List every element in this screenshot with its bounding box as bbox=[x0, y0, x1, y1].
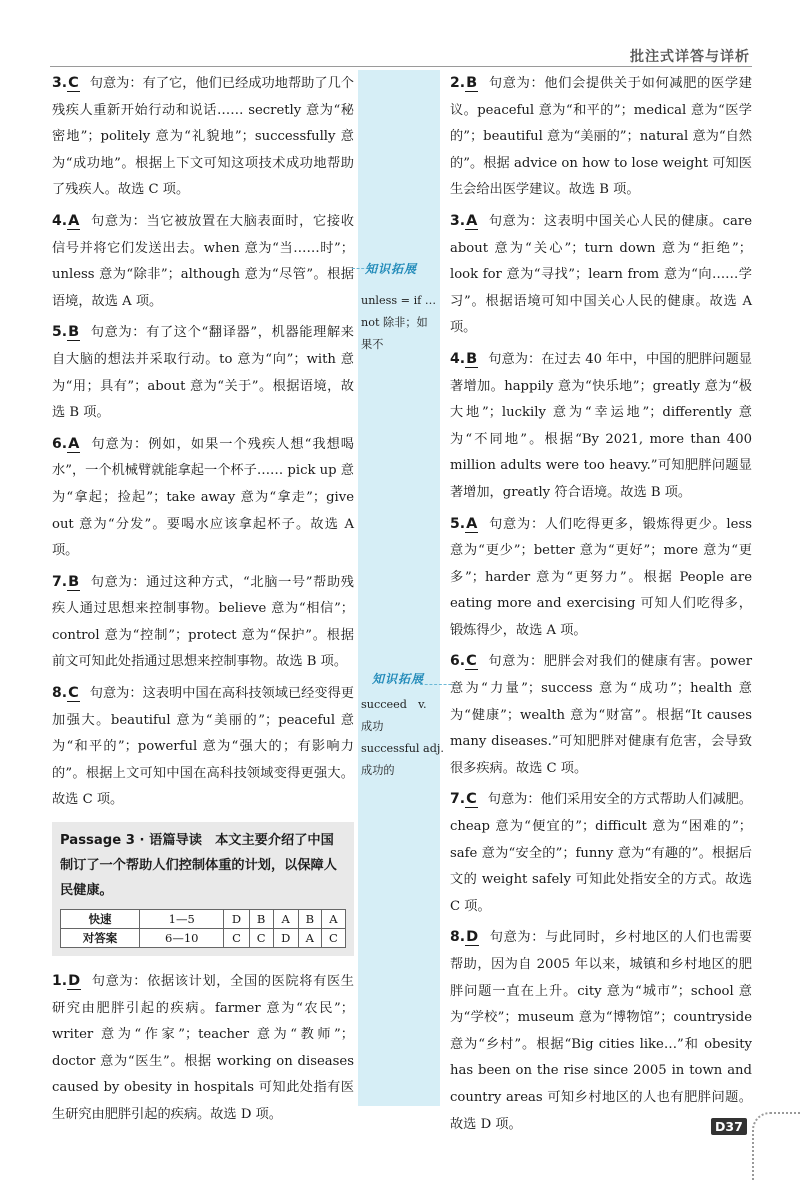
answer-item: 8.C 句意为：这表明中国在高科技领域已经变得更加强大。beautiful 意为“美丽的”；peaceful 意为“和平的”；powerful 意为“强大的；有影响力的”。根据上文可知中国在高科技领域变得更强大。故选 C 项。 bbox=[52, 685, 354, 808]
running-header: 批注式详答与详析 bbox=[630, 49, 750, 65]
answer-letter: A bbox=[466, 212, 478, 229]
left-column bbox=[52, 70, 354, 1133]
page-number: D37 bbox=[711, 1118, 747, 1135]
answer-item: 7.B 句意为：通过这种方式，“北脑一号”帮助残疾人通过思想来控制事物。believe 意为“相信”；control 意为“控制”；protect 意为“保护”。根据前文可知此处指通过思想来控制事物。故选 B 项。 bbox=[52, 573, 354, 670]
corner-decoration bbox=[752, 1112, 800, 1180]
answer-letter: B bbox=[466, 350, 478, 367]
answer-item: 4.B 句意为：在过去 40 年中，中国的肥胖问题显著增加。happily 意为“快乐地”；greatly 意为“极大地”；luckily 意为“幸运地”；differently 意为“不同地”。根据“By 2021, more than 400 million adults were too heavy.”可知肥胖问题显著增加，greatly 符合语境。故选 B 项。 bbox=[450, 350, 752, 500]
annotation-body: unless = if … not 除非；如 果不 bbox=[361, 294, 437, 351]
answer-letter: D bbox=[466, 929, 479, 946]
passage-guide-text: Passage 3 · 语篇导读 本文主要介绍了中国制订了一个帮助人们控制体重的计划，以保障人民健康。 bbox=[60, 833, 337, 899]
answer-item: 5.B 句意为：有了这个“翻译器”，机器能理解来自大脑的想法并采取行动。to 意为“向”；with 意为“用；具有”；about 意为“关于”。根据语境，故选 B 项。 bbox=[52, 324, 354, 421]
answer-letter: B bbox=[68, 573, 80, 590]
annotation-strip bbox=[358, 70, 440, 1106]
answer-item: 6.A 句意为：例如，如果一个残疾人想“我想喝水”，一个机械臂就能拿起一个杯子…… pick up 意为“拿起；捡起”；take away 意为“拿走”；give out 意为“分发”。要喝水应该拿起杯子。故选 A 项。 bbox=[52, 435, 354, 559]
right-column bbox=[450, 70, 752, 1142]
annotation-body: succeed v. 成功 successful adj. 成功的 bbox=[361, 698, 444, 777]
answer-letter: C bbox=[466, 791, 477, 808]
answer-item: 1.D 句意为：依据该计划，全国的医院将有医生研究由肥胖引起的疾病。farmer 意为“农民”；writer 意为“作家”；teacher 意为“教师”；doctor 意为“医生”。根据 working on diseases caused by obesity in hospitals 可知此处指有医生研究由肥胖引起的疾病。故选 D 项。 bbox=[52, 973, 354, 1122]
annotation-title: 知识拓展 bbox=[365, 262, 418, 276]
answer-letter: C bbox=[68, 75, 79, 91]
answer-item: 8.D 句意为：与此同时，乡村地区的人们也需要帮助，因为自 2005 年以来，城镇和乡村地区的肥胖问题一直在上升。city 意为“城市”；school 意为“学校”；museum 意为“博物馆”；countryside 意为“乡村”。根据“Big cities like…”和 obesity has been on the rise since 2005 in town and country areas 可知乡村地区的人也有肥胖问题。故选 D 项。 bbox=[450, 929, 752, 1132]
answer-item: 3.C 句意为：有了它，他们已经成功地帮助了几个残疾人重新开始行动和说话…… secretly 意为“秘密地”；politely 意为“礼貌地”；successfully 意为“成功地”。根据上下文可知这项技术成功地帮助了残疾人。故选 C 项。 bbox=[52, 75, 354, 198]
answer-letter: A bbox=[68, 212, 80, 229]
annotation-title: 知识拓展 bbox=[372, 672, 425, 686]
answer-letter: A bbox=[466, 515, 478, 532]
answer-letter: B bbox=[68, 324, 80, 341]
answer-letter: A bbox=[68, 435, 80, 452]
answer-item: 6.C 句意为：肥胖会对我们的健康有害。power 意为“力量”；success 意为“成功”；health 意为“健康”；wealth 意为“财富”。根据“It causes many diseases.”可知肥胖对健康有危害，会导致很多疾病。故选 C 项。 bbox=[450, 653, 752, 776]
answer-letter: D bbox=[68, 973, 81, 990]
answer-letter: B bbox=[466, 75, 478, 91]
answer-letter: C bbox=[68, 685, 79, 702]
answer-item: 5.A 句意为：人们吃得更多，锻炼得更少。less 意为“更少”；better 意为“更好”；more 意为“更多”；harder 意为“更努力”。根据 People are eating more and exercising 可知人们吃得多，锻炼得少，故选 A 项。 bbox=[450, 515, 752, 638]
answer-item: 4.A 句意为：当它被放置在大脑表面时，它接收信号并将它们发送出去。when 意为“当……时”；unless 意为“除非”；although 意为“尽管”。根据语境，故选 A 项。 bbox=[52, 212, 354, 309]
answer-item: 2.B 句意为：他们会提供关于如何减肥的医学建议。peaceful 意为“和平的”；medical 意为“医学的”；beautiful 意为“美丽的”；natural 意为“自然的”。根据 advice on how to lose weight 可知医生会给出医学建议。故选 B 项。 bbox=[450, 75, 752, 198]
quick-answer-table: 快速 1—5 D B A B A 对答案 6—10 C C D A C bbox=[60, 909, 346, 948]
header-rule bbox=[50, 66, 752, 67]
passage-guide-box bbox=[52, 822, 354, 956]
answer-item: 7.C 句意为：他们采用安全的方式帮助人们减肥。cheap 意为“便宜的”；difficult 意为“困难的”；safe 意为“安全的”；funny 意为“有趣的”。根据后文的 weight safely 可知此处指安全的方式。故选 C 项。 bbox=[450, 791, 752, 914]
answer-item: 3.A 句意为：这表明中国关心人民的健康。care about 意为“关心”；turn down 意为“拒绝”；look for 意为“寻找”；learn from 意为“向……学习”。根据语境可知中国关心人民的健康。故选 A 项。 bbox=[450, 212, 752, 336]
answer-letter: C bbox=[466, 653, 477, 670]
